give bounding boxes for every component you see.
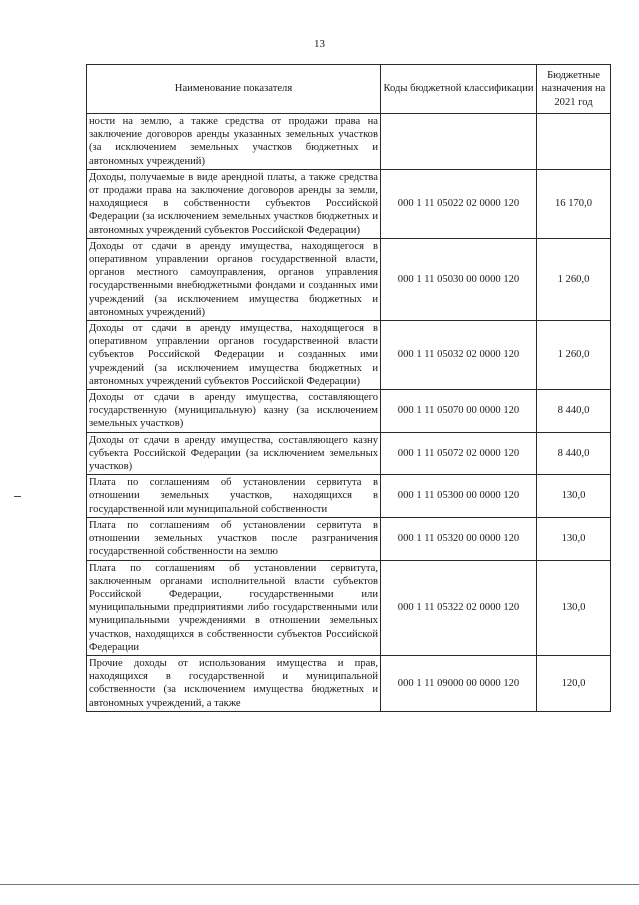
row-indicator-name: Плата по соглашениям об установлении сервитута, заключенным органами исполнительной власти субъектов Российской Федерации, государственными или муниципальными предприятиями либо государственными или муниципальными учреждениями в отношении земельных участков, находящихся в собственности субъектов Российской Федерации [87,560,381,655]
row-budget-code: 000 1 11 05022 02 0000 120 [381,169,537,238]
row-budget-code: 000 1 11 05070 00 0000 120 [381,390,537,433]
header-indicator-name: Наименование показателя [87,65,381,114]
row-budget-amount: 8 440,0 [537,432,611,475]
table-row [87,114,611,170]
row-budget-amount: 8 440,0 [537,390,611,433]
row-budget-code: 000 1 11 09000 00 0000 120 [381,655,537,711]
row-indicator-name: Плата по соглашениям об установлении сервитута в отношении земельных участков, находящихся в государственной или муниципальной собственности [87,475,381,518]
table-row [87,321,611,390]
row-budget-code: 000 1 11 05032 02 0000 120 [381,321,537,390]
row-indicator-name: Прочие доходы от использования имущества и прав, находящихся в государственной и муниципальной собственности (за исключением имущества бюджетных и автономных учреждений, а также [87,655,381,711]
row-indicator-name: Доходы от сдачи в аренду имущества, находящегося в оперативном управлении органов государственной власти субъектов Российской Федерации и созданных ими учреждений (за исключением имущества бюджетных и автономных учреждений субъектов Российской Федерации) [87,321,381,390]
page-number: 13 [314,38,325,50]
table-row [87,169,611,238]
table-row [87,238,611,320]
page-bottom-rule [0,884,639,885]
row-budget-code: 000 1 11 05322 02 0000 120 [381,560,537,655]
row-indicator-name: Доходы от сдачи в аренду имущества, составляющего государственную (муниципальную) казну (за исключением земельных участков) [87,390,381,433]
margin-mark [14,496,21,497]
row-indicator-name: Плата по соглашениям об установлении сервитута в отношении земельных участков после разграничения государственной собственности на землю [87,517,381,560]
row-budget-amount: 16 170,0 [537,169,611,238]
header-budget-code: Коды бюджетной классификации [381,65,537,114]
table-row [87,517,611,560]
row-budget-amount: 1 260,0 [537,321,611,390]
row-indicator-name: Доходы, получаемые в виде арендной платы, а также средства от продажи права на заключение договоров аренды за земли, находящиеся в собственности субъектов Российской Федерации (за исключением земельных участков бюджетных и автономных учреждений субъектов Российской Федерации) [87,169,381,238]
row-budget-code: 000 1 11 05320 00 0000 120 [381,517,537,560]
row-budget-code: 000 1 11 05072 02 0000 120 [381,432,537,475]
row-budget-code [381,114,537,170]
budget-revenue-table [86,64,611,712]
table-row [87,390,611,433]
row-budget-amount: 130,0 [537,517,611,560]
row-budget-amount: 1 260,0 [537,238,611,320]
table-row [87,655,611,711]
row-indicator-name: Доходы от сдачи в аренду имущества, составляющего казну субъекта Российской Федерации (за исключением земельных участков) [87,432,381,475]
row-budget-amount: 130,0 [537,560,611,655]
table-header-row [87,65,611,114]
header-budget-amount: Бюджетные назначения на 2021 год [537,65,611,114]
row-budget-amount: 120,0 [537,655,611,711]
row-indicator-name: ности на землю, а также средства от продажи права на заключение договоров аренды указанных земельных участков (за исключением земельных участков бюджетных и автономных учреждений) [87,114,381,170]
table-row [87,475,611,518]
row-budget-amount: 130,0 [537,475,611,518]
row-budget-code: 000 1 11 05030 00 0000 120 [381,238,537,320]
row-budget-amount [537,114,611,170]
row-budget-code: 000 1 11 05300 00 0000 120 [381,475,537,518]
table-row [87,560,611,655]
row-indicator-name: Доходы от сдачи в аренду имущества, находящегося в оперативном управлении органов государственной власти, органов местного самоуправления, органов управления государственными внебюджетными фондами и созданных ими учреждений (за исключением имущества бюджетных и автономных учреждений) [87,238,381,320]
table-row [87,432,611,475]
